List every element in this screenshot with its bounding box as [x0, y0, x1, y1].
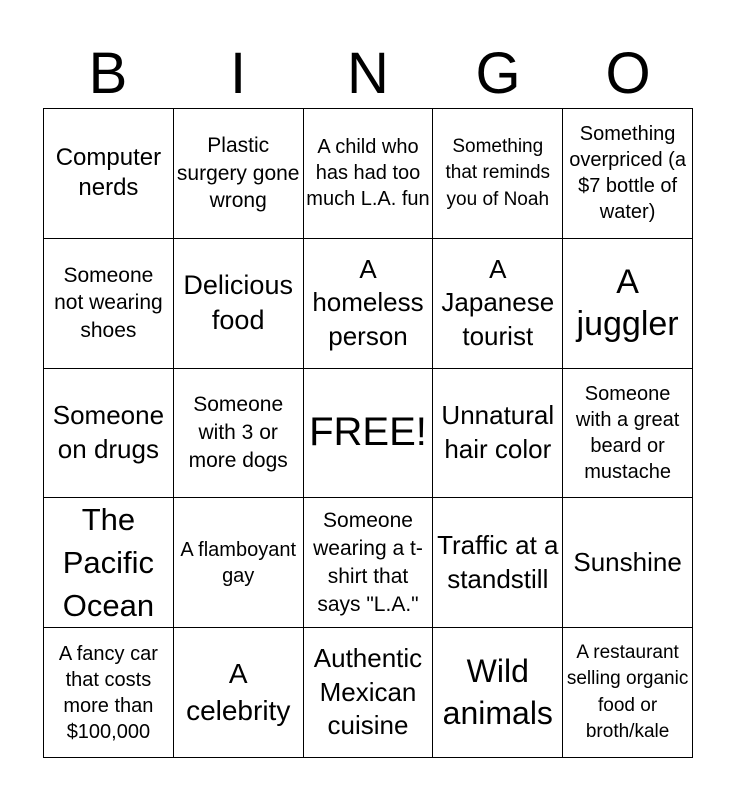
- header-letter-o: O: [605, 41, 651, 106]
- cell-text: A restaurant selling organic food or broth/kale: [566, 642, 689, 742]
- free-space[interactable]: [304, 369, 434, 499]
- cell-text: Unnatural hair color: [441, 400, 555, 464]
- bingo-cell[interactable]: [433, 369, 563, 499]
- bingo-cell[interactable]: [174, 109, 304, 239]
- cell-text: Someone not wearing shoes: [54, 263, 163, 343]
- header-letter-b: B: [88, 41, 128, 106]
- bingo-cell[interactable]: [304, 109, 434, 239]
- cell-text: A homeless person: [312, 253, 424, 352]
- bingo-cell[interactable]: [304, 239, 434, 369]
- cell-text: Something overpriced (a $7 bottle of water): [569, 123, 686, 224]
- cell-text: Wild animals: [442, 653, 553, 731]
- bingo-cell[interactable]: [433, 109, 563, 239]
- cell-text: Plastic surgery gone wrong: [176, 133, 300, 213]
- bingo-cell[interactable]: [44, 498, 174, 628]
- bingo-cell[interactable]: [433, 628, 563, 758]
- cell-text: A juggler: [576, 263, 679, 344]
- bingo-cell[interactable]: [563, 498, 693, 628]
- cell-text: Sunshine: [573, 546, 682, 577]
- bingo-cell[interactable]: [304, 498, 434, 628]
- cell-text: A flamboyant gay: [180, 538, 296, 587]
- cell-text: Someone on drugs: [52, 400, 165, 464]
- bingo-cell[interactable]: [44, 239, 174, 369]
- cell-text: Someone with a great beard or mustache: [575, 382, 680, 483]
- bingo-cell[interactable]: [563, 109, 693, 239]
- bingo-cell[interactable]: [433, 498, 563, 628]
- cell-text: Someone wearing a t-shirt that says "L.A.": [313, 509, 423, 616]
- cell-text: The Pacific Ocean: [62, 501, 155, 624]
- bingo-cell[interactable]: [174, 239, 304, 369]
- cell-text: Authentic Mexican cuisine: [313, 642, 423, 741]
- cell-text: A Japanese tourist: [441, 253, 555, 352]
- cell-text: Something that reminds you of Noah: [445, 136, 551, 210]
- bingo-cell[interactable]: [44, 369, 174, 499]
- cell-text: Someone with 3 or more dogs: [188, 393, 288, 472]
- header-letter-n: N: [347, 41, 389, 106]
- bingo-cell[interactable]: [563, 239, 693, 369]
- bingo-cell[interactable]: [44, 109, 174, 239]
- cell-text: A child who has had too much L.A. fun: [306, 136, 430, 211]
- bingo-cell[interactable]: [174, 628, 304, 758]
- header-letter-g: G: [475, 41, 521, 106]
- cell-text: Delicious food: [183, 270, 293, 336]
- bingo-cell[interactable]: [304, 628, 434, 758]
- bingo-board: [43, 108, 693, 758]
- bingo-cell[interactable]: [563, 369, 693, 499]
- cell-text: A fancy car that costs more than $100,000: [58, 642, 158, 743]
- bingo-cell[interactable]: [174, 498, 304, 628]
- bingo-cell[interactable]: [174, 369, 304, 499]
- bingo-cell[interactable]: [433, 239, 563, 369]
- header-letter-i: I: [229, 41, 247, 106]
- cell-text: Traffic at a standstill: [437, 529, 559, 594]
- cell-text: A celebrity: [186, 658, 291, 726]
- cell-text: Computer nerds: [55, 143, 162, 202]
- cell-text: FREE!: [309, 410, 427, 455]
- bingo-cell[interactable]: [563, 628, 693, 758]
- bingo-header: [43, 40, 693, 108]
- bingo-cell[interactable]: [44, 628, 174, 758]
